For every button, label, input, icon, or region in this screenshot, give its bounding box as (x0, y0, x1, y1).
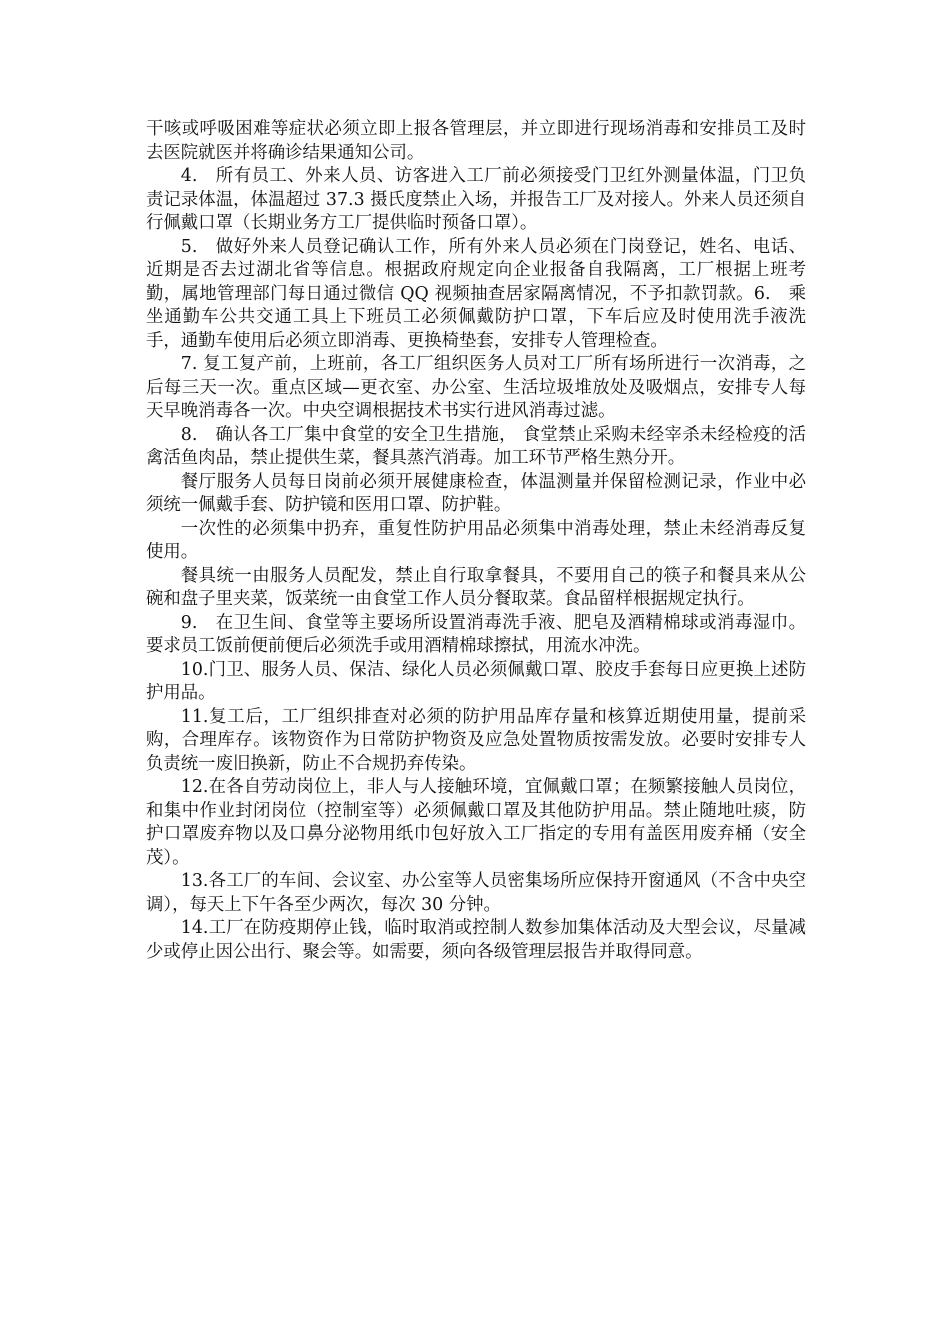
paragraph-item-11: 11.复工后，工厂组织排查对必须的防护用品库存量和核算近期使用量，提前采购，合理库存。该物资作为日常防护物资及应急处置物质按需发放。必要时安排专人负责统一废旧换新，防止不合规扔弃传染。 (146, 706, 806, 774)
paragraph-item-14: 14.工厂在防疫期停止钱，临时取消或控制人数参加集体活动及大型会议，尽量减少或停止因公出行、聚会等。如需要，须向各级管理层报告并取得同意。 (146, 918, 806, 962)
paragraph-canteen-staff: 餐厅服务人员每日岗前必须开展健康检查，体温测量并保留检测记录，作业中必须统一佩戴手套、防护镜和医用口罩、防护鞋。 (146, 471, 806, 515)
document-body (146, 118, 806, 964)
paragraph-item-13: 13.各工厂的车间、会议室、办公室等人员密集场所应保持开窗通风（不含中央空调），每天上下午各至少两次，每次 30 分钟。 (146, 871, 806, 915)
paragraph-item-12: 12.在各自劳动岗位上，非人与人接触环境，宜佩戴口罩；在频繁接触人员岗位，和集中作业封闭岗位（控制室等）必须佩戴口罩及其他防护用品。禁止随地吐痰，防护口罩废弃物以及口鼻分泌物用纸巾包好放入工厂指定的专用有盖医用废弃桶（安全茂）。 (146, 777, 806, 868)
paragraph-continued: 干咳或呼吸困难等症状必须立即上报各管理层，并立即进行现场消毒和安排员工及时去医院就医并将确诊结果通知公司。 (146, 119, 806, 163)
paragraph-item-10: 10.门卫、服务人员、保洁、绿化人员必须佩戴口罩、胶皮手套每日应更换上述防护用品。 (146, 659, 806, 703)
paragraph-item-9: 9. 在卫生间、食堂等主要场所设置消毒洗手液、肥皂及酒精棉球或消毒湿巾。要求员工饭前便前便后必须洗手或用酒精棉球擦拭，用流水冲洗。 (146, 612, 806, 656)
paragraph-item-7: 7. 复工复产前，上班前，各工厂组织医务人员对工厂所有场所进行一次消毒，之后每三天一次。重点区域—更衣室、办公室、生活垃圾堆放处及吸烟点，安排专人每天早晚消毒各一次。中央空调根据技术书实行进风消毒过滤。 (146, 354, 806, 421)
paragraph-disposables: 一次性的必须集中扔弃，重复性防护用品必须集中消毒处理，禁止未经消毒反复使用。 (146, 518, 806, 562)
paragraph-item-8: 8. 确认各工厂集中食堂的安全卫生措施， 食堂禁止采购未经宰杀未经检疫的活禽活鱼肉品，禁止提供生菜，餐具蒸汽消毒。加工环节严格生熟分开。 (146, 424, 806, 468)
paragraph-item-4: 4. 所有员工、外来人员、访客进入工厂前必须接受门卫红外测量体温，门卫负责记录体温，体温超过 37.3 摄氏度禁止入场，并报告工厂及对接人。外来人员还须自行佩戴口罩（长期业务方工厂提供临时预备口罩）。 (146, 166, 806, 233)
paragraph-item-5-6: 5. 做好外来人员登记确认工作，所有外来人员必须在门岗登记，姓名、电话、近期是否去过湖北省等信息。根据政府规定向企业报备自我隔离，工厂根据上班考勤，属地管理部门每日通过微信 QQ 视频抽查居家隔离情况，不予扣款罚款。6. 乘坐通勤车公共交通工具上下班员工必须佩戴防护口罩，下车后应及时使用洗手液洗手，通勤车使用后必须立即消毒、更换椅垫套，安排专人管理检查。 (146, 236, 806, 351)
paragraph-tableware: 餐具统一由服务人员配发，禁止自行取拿餐具，不要用自己的筷子和餐具来从公碗和盘子里夹菜，饭菜统一由食堂工作人员分餐取菜。食品留样根据规定执行。 (146, 565, 806, 609)
